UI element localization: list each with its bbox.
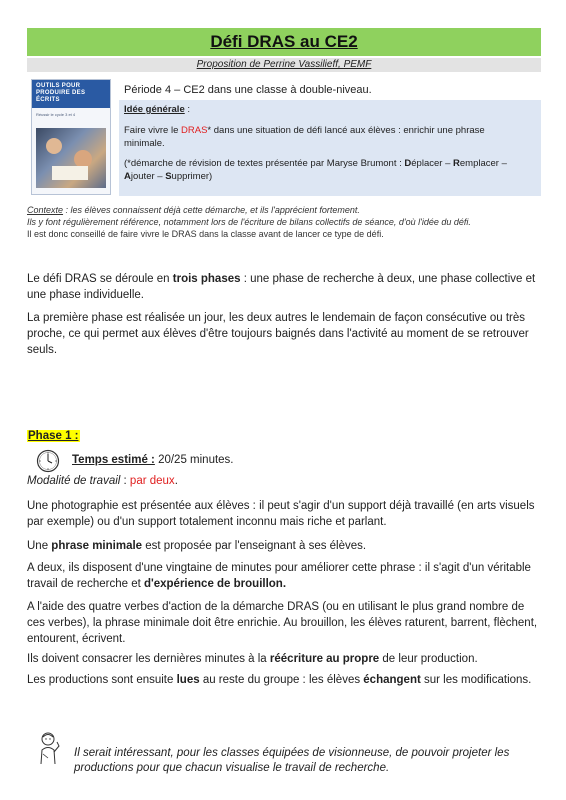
clock-icon [36,449,60,473]
dras-highlight: DRAS [181,125,208,136]
idee-line-2: minimale. [124,138,165,149]
idee-line-1: Faire vivre le DRAS* dans une situation de défi lancé aux élèves : enrichir une phrase [124,125,485,136]
note-visionneuse: Il serait intéressant, pour les classes équipées de visionneuse, de pouvoir projeter les productions pour que chacun visualise le travail de recherche. [74,746,510,774]
cover-photo [36,128,106,188]
paper-sheet [52,166,88,180]
paragraph-recherche: A deux, ils disposent d'une vingtaine de minutes pour améliorer cette phrase : il s'agit d'un véritable travail de recherche et d'expérience de brouillon. [27,562,531,590]
phase-1-heading: Phase 1 : [28,430,79,442]
cover-subtitle: Réussir le cycle 3 et 4 [36,112,76,117]
book-cover-image [31,79,111,195]
modalite-travail: Modalité de travail : par deux. [27,475,178,487]
title-banner [27,28,541,56]
author-line: Proposition de Perrine Vassilieff, PEMF [27,58,541,72]
paragraph-deroulement: La première phase est réalisée un jour, les deux autres le lendemain de façon consécutive ou très proche, ce qui permet aux élèves d'être toujours baignés dans l'activité au moment de se retrouver seuls. [27,312,529,356]
idee-generale-heading: Idée générale : [124,104,191,115]
paragraph-reecriture: Ils doivent consacrer les dernières minutes à la réécriture au propre de leur production. [27,653,478,665]
temps-estime: Temps estimé : 20/25 minutes. [72,454,234,466]
periode-text: Période 4 – CE2 dans une classe à double-niveau. [124,84,372,96]
cover-title: OUTILS POUR PRODUIRE DES ÉCRITS [36,83,86,103]
paragraph-phrase-minimale: Une phrase minimale est proposée par l'enseignant à ses élèves. [27,540,367,552]
paragraph-trois-phases: Le défi DRAS se déroule en trois phases : une phase de recherche à deux, une phase collective et une phase individuelle. [27,273,536,301]
paragraph-verbes-action: A l'aide des quatre verbes d'action de la démarche DRAS (ou en utilisant le plus grand nombre de ces verbes), la phrase minimale doit être enrichie. Au brouillon, les élèves raturent, barrent, flèchent, entourent, écrivent. [27,601,538,645]
dras-note-line-1: (*démarche de révision de textes présentée par Maryse Brumont : Déplacer – Remplacer – [124,158,507,169]
contexte-label: Contexte [27,205,64,215]
dras-note-line-2: Ajouter – Supprimer) [124,171,213,182]
thinking-person-icon [34,730,64,766]
paragraph-photographie: Une photographie est présentée aux élèves : il peut s'agir d'un support déjà travaillé (en arts visuels par exemple) ou d'un support totalement inconnu mais riche et parlant. [27,500,535,528]
contexte-block: Contexte : les élèves connaissent déjà cette démarche, et ils l'apprécient fortement. Ils y font régulièrement référence, notamment lors de l'écriture de bilans collectifs de séance, d'où l'idée du défi. Il est donc conseillé de faire vivre le DRAS dans la classe avant de lancer ce type de défi. [27,205,471,239]
paragraph-productions: Les productions sont ensuite lues au reste du groupe : les élèves échangent sur les modifications. [27,674,532,686]
child-figure [46,138,62,154]
page-title: Défi DRAS au CE2 [210,32,358,51]
